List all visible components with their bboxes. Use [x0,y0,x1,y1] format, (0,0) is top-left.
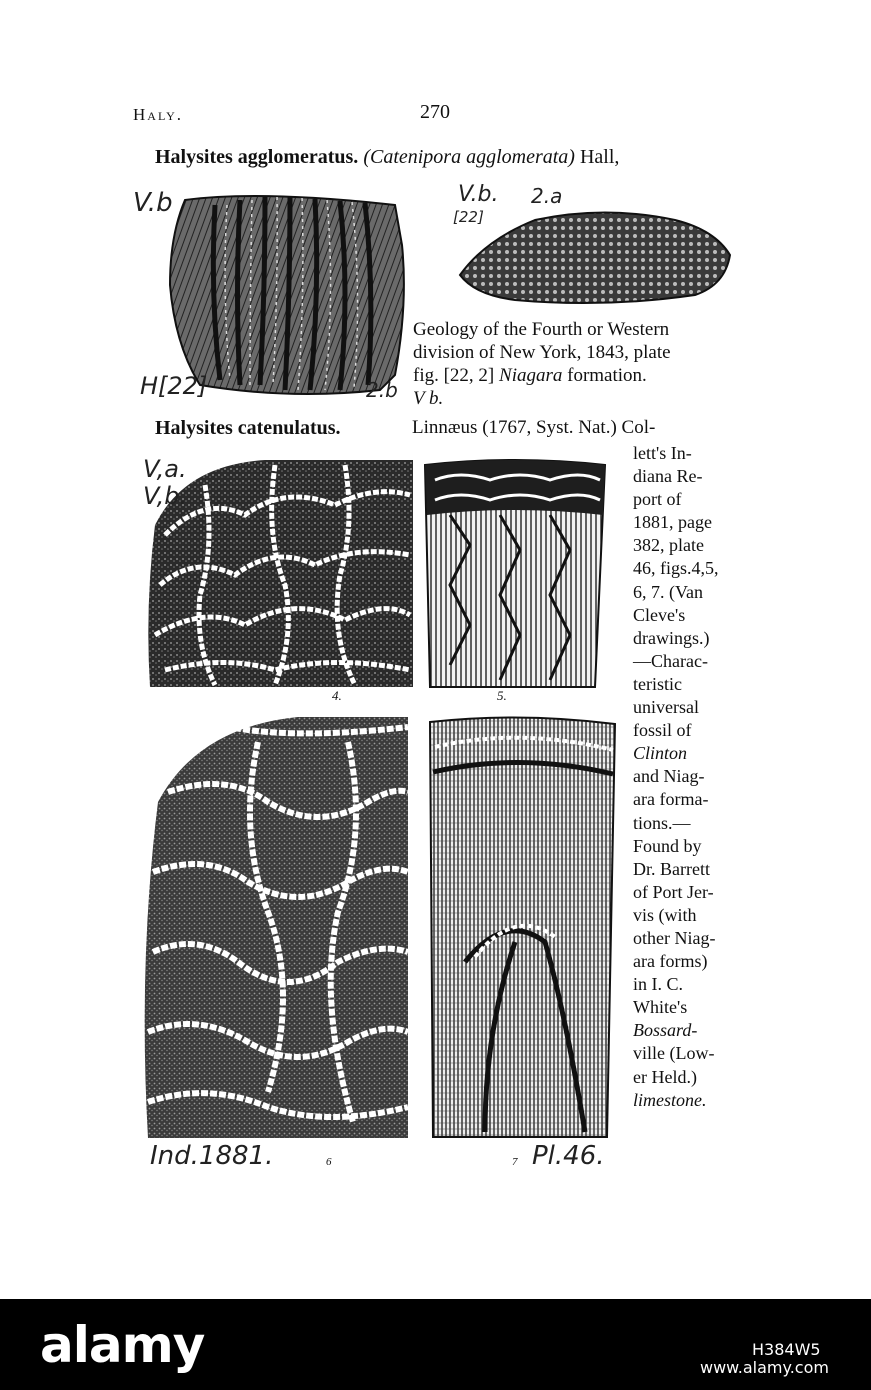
desc-line [413,364,738,387]
desc-closing: V b. [413,388,444,409]
body-line: Dr. Barrett [633,858,710,879]
fig-label-h22: H[22] [140,372,208,400]
entry2-body [633,442,763,1112]
body-line: fossil of [633,720,692,741]
desc-line: Geology of the Fourth or Western [413,319,670,340]
body-line: 382, plate [633,535,704,556]
fig-number-6: 6 [326,1156,332,1168]
hand-pl-46: Pl.46. [532,1141,605,1171]
entry2-citation: Linnæus (1767, Syst. Nat.) Col- [412,417,656,438]
body-line: Bossard- [633,1020,698,1041]
body-line: Cleve's [633,604,686,625]
watermark-url: www.alamy.com [700,1358,829,1377]
body-line: drawings.) [633,627,710,648]
body-line: teristic [633,673,682,694]
fossil-figure-2a [455,200,735,310]
formation-suffix: formation. [562,365,647,386]
entry2-title [155,417,341,440]
desc-line: division of New York, 1843, plate [413,342,671,363]
fossil-figure-5 [420,455,610,690]
body-line: 1881, page [633,512,712,533]
entry1-author: Hall, [579,146,620,168]
fig-label-va: V,a. [143,455,187,483]
formation-name: Niagara [499,365,563,386]
fig-label-vb: V.b [133,188,173,218]
fig-label-22: [22] [453,208,484,226]
body-line: ville (Low- [633,1043,715,1064]
fig-number-7: 7 [512,1156,518,1168]
body-line: universal [633,697,699,718]
body-line: 6, 7. (Van [633,581,703,602]
page-number: 270 [420,101,450,123]
body-line: port of [633,489,682,510]
body-line: and Niag- [633,766,705,787]
body-line: Clinton [633,743,688,764]
fig-label-2a: 2.a [531,184,563,208]
watermark-logo: alamy [40,1316,205,1374]
fossil-figure-7 [425,712,620,1140]
entry1-title [155,146,619,169]
body-line: limestone. [633,1089,707,1110]
fig-number-5: 5. [497,688,507,703]
body-line: vis (with [633,904,697,925]
body-line: lett's In- [633,443,692,463]
body-line: of Port Jer- [633,881,714,902]
entry2-species: Halysites catenulatus. [155,417,341,439]
running-head: Haly. [133,105,183,124]
body-line: other Niag- [633,927,716,948]
entry1-species: Halysites agglomeratus. [155,146,359,168]
entry1-synonym: (Catenipora agglomerata) [363,146,575,168]
fig-label-vb3: V,b. [143,482,188,510]
fossil-figure-6 [138,712,410,1140]
hand-ind-1881: Ind.1881. [150,1141,274,1171]
body-line: diana Re- [633,466,703,487]
body-line: 46, figs.4,5, [633,558,719,579]
body-line: White's [633,997,688,1018]
fig-label-2b: 2.b [366,378,398,402]
desc-fig-ref: fig. [22, 2] [413,365,500,386]
fig-number-4: 4. [332,688,342,703]
body-line: Found by [633,835,702,856]
entry1-description [413,318,738,410]
fig-label-vb2: V.b. [458,182,499,207]
body-line: in I. C. [633,974,684,995]
body-line: ara forms) [633,951,708,972]
watermark-image-id: H384W5 [752,1340,821,1359]
body-line: tions.— [633,812,691,833]
body-line: —Charac- [633,650,708,671]
body-line: ara forma- [633,789,709,810]
body-line: er Held.) [633,1066,697,1087]
